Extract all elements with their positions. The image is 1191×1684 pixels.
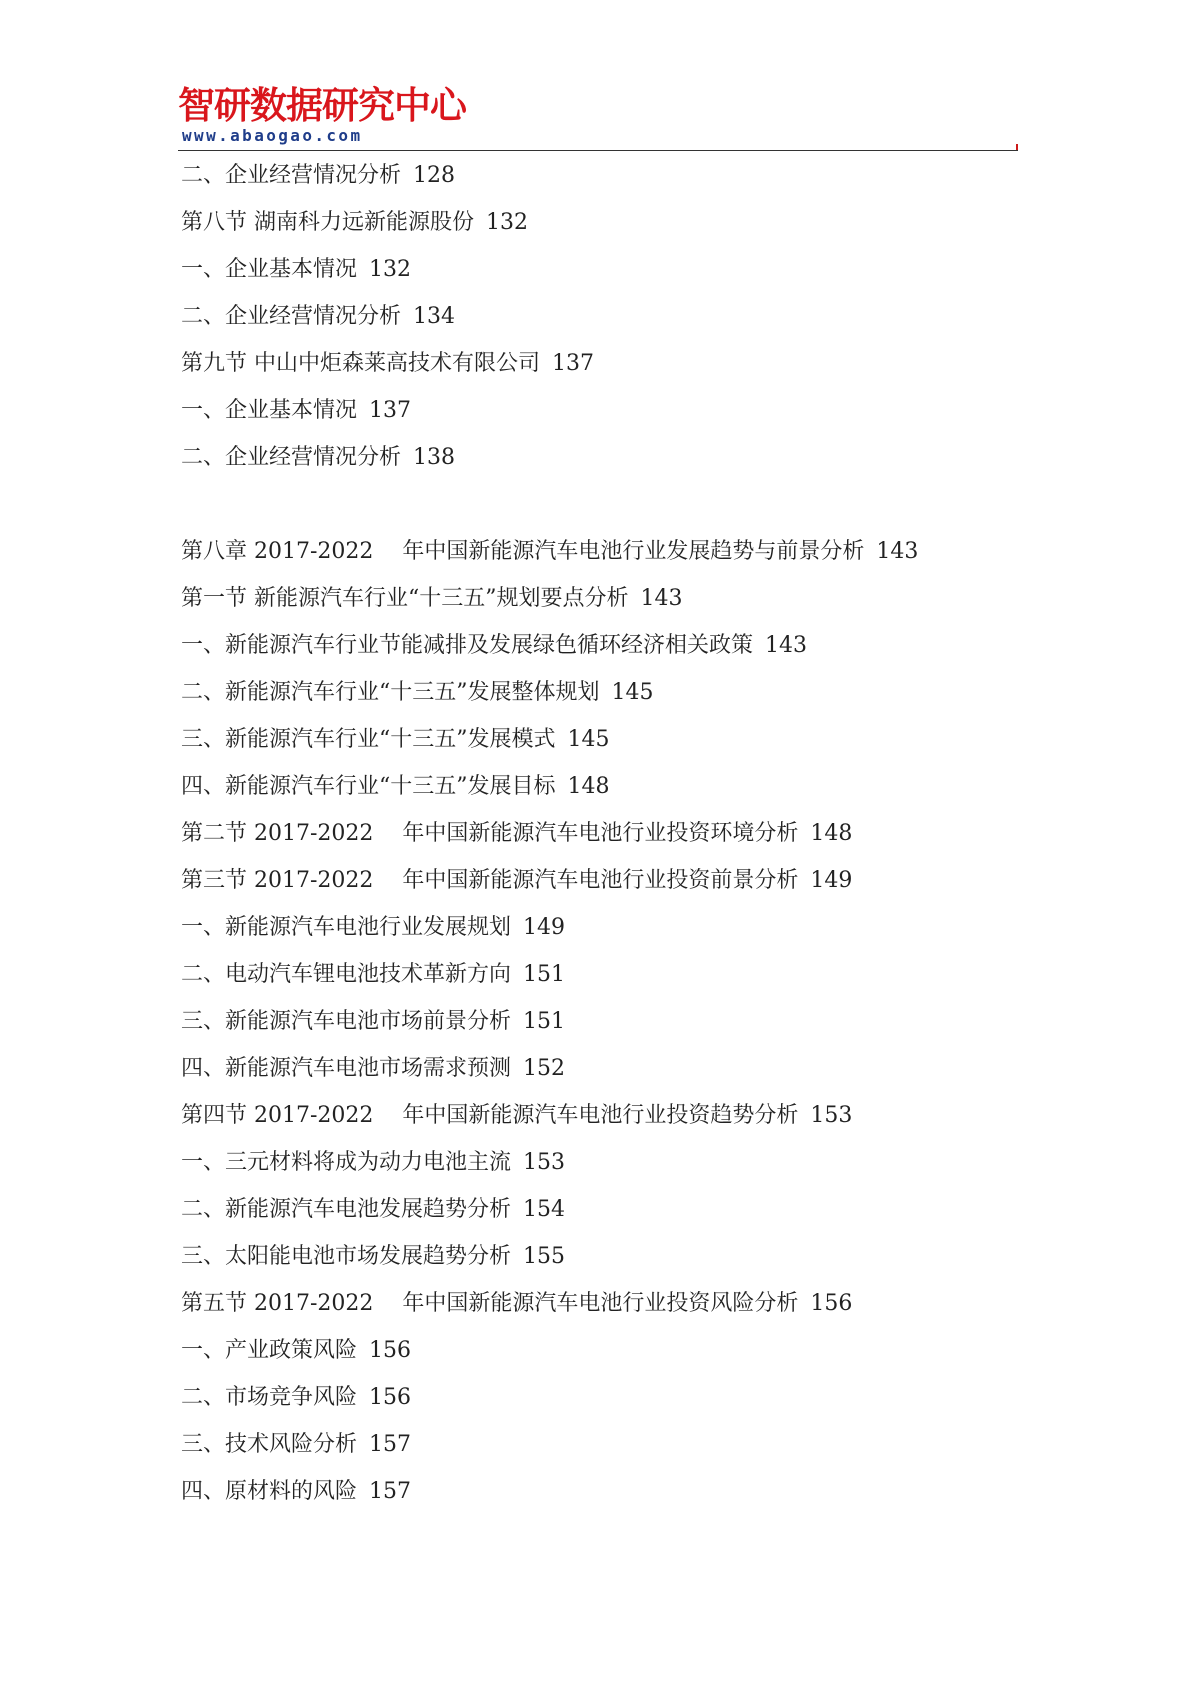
toc-entry-item (181, 1139, 1011, 1186)
toc-entry-item (181, 1186, 1011, 1233)
toc-entry-page-number: 137 (552, 351, 594, 376)
toc-entry-page-number: 153 (810, 1103, 853, 1128)
toc-entry-chapter (181, 528, 1011, 575)
toc-entry-title: 一、新能源汽车行业节能减排及发展绿色循环经济相关政策 (181, 633, 754, 658)
toc-entry-item (181, 246, 1011, 293)
toc-entry-item (181, 763, 1011, 810)
toc-entry-page-number: 148 (810, 821, 853, 846)
toc-entry-page-number: 128 (413, 163, 456, 188)
toc-entry-item (181, 1421, 1011, 1468)
toc-entry-item (181, 1327, 1011, 1374)
toc-entry-section (181, 857, 1011, 904)
toc-entry-section (181, 340, 1011, 387)
toc-entry-title: 一、企业基本情况 (181, 398, 358, 423)
toc-entry-page-number: 149 (810, 868, 853, 893)
toc-entry-page-number: 148 (567, 774, 610, 799)
toc-entry-item (181, 1045, 1011, 1092)
toc-entry-page-number: 145 (567, 727, 610, 752)
toc-entry-title: 四、新能源汽车电池市场需求预测 (181, 1056, 512, 1081)
toc-entry-item (181, 1374, 1011, 1421)
toc-entry-item (181, 152, 1011, 199)
toc-entry-title: 三、技术风险分析 (181, 1432, 358, 1457)
toc-entry-title: 第三节 2017-2022 年中国新能源汽车电池行业投资前景分析 (181, 868, 799, 893)
toc-entry-title: 四、原材料的风险 (181, 1479, 358, 1504)
toc-entry-title: 三、新能源汽车行业“十三五”发展模式 (181, 727, 556, 752)
brand-logo-title: 智研数据研究中心 (178, 84, 466, 127)
toc-entry-item (181, 998, 1011, 1045)
toc-entry-page-number: 138 (413, 445, 456, 470)
toc-entry-item (181, 387, 1011, 434)
toc-entry-title: 一、企业基本情况 (181, 257, 358, 282)
toc-entry-page-number: 151 (523, 962, 566, 987)
toc-entry-title: 第八章 2017-2022 年中国新能源汽车电池行业发展趋势与前景分析 (181, 539, 865, 564)
toc-entry-item (181, 622, 1011, 669)
toc-entry-page-number: 143 (765, 633, 808, 658)
toc-entry-section (181, 810, 1011, 857)
toc-entry-title: 三、新能源汽车电池市场前景分析 (181, 1009, 512, 1034)
toc-entry-title: 二、企业经营情况分析 (181, 445, 402, 470)
toc-entry-page-number: 145 (611, 680, 654, 705)
toc-entry-title: 二、企业经营情况分析 (181, 163, 402, 188)
header-divider-tick (1016, 144, 1018, 150)
toc-entry-item (181, 1233, 1011, 1280)
toc-entry-item (181, 1468, 1011, 1515)
toc-entry-page-number: 151 (523, 1009, 566, 1034)
toc-entry-title: 一、新能源汽车电池行业发展规划 (181, 915, 512, 940)
toc-entry-section (181, 575, 1011, 622)
toc-entry-title: 第八节 湖南科力远新能源股份 (181, 210, 474, 235)
toc-entry-page-number: 152 (523, 1056, 566, 1081)
toc-entry-page-number: 132 (486, 210, 528, 235)
toc-entry-page-number: 156 (369, 1338, 412, 1363)
toc-entry-item (181, 669, 1011, 716)
toc-entry-title: 二、电动汽车锂电池技术革新方向 (181, 962, 512, 987)
toc-entry-page-number: 143 (640, 586, 683, 611)
toc-entry-title: 第一节 新能源汽车行业“十三五”规划要点分析 (181, 586, 629, 611)
toc-entry-item (181, 293, 1011, 340)
toc-entry-page-number: 156 (810, 1291, 853, 1316)
page-header (178, 84, 1018, 150)
toc-entry-title: 二、新能源汽车行业“十三五”发展整体规划 (181, 680, 600, 705)
toc-entry-section (181, 199, 1011, 246)
toc-entry-page-number: 137 (369, 398, 412, 423)
toc-entry-page-number: 134 (413, 304, 456, 329)
toc-entry-title: 第四节 2017-2022 年中国新能源汽车电池行业投资趋势分析 (181, 1103, 799, 1128)
toc-entry-item (181, 951, 1011, 998)
toc-entry-section (181, 1092, 1011, 1139)
toc-entry-section (181, 1280, 1011, 1327)
toc-entry-title: 一、三元材料将成为动力电池主流 (181, 1150, 512, 1175)
toc-entry-title: 第五节 2017-2022 年中国新能源汽车电池行业投资风险分析 (181, 1291, 799, 1316)
toc-entry-page-number: 143 (876, 539, 919, 564)
toc-entry-page-number: 153 (523, 1150, 566, 1175)
toc-entry-page-number: 156 (369, 1385, 412, 1410)
toc-entry-page-number: 157 (369, 1479, 412, 1504)
toc-entry-title: 一、产业政策风险 (181, 1338, 358, 1363)
toc-entry-page-number: 132 (369, 257, 412, 282)
toc-entry-title: 二、新能源汽车电池发展趋势分析 (181, 1197, 512, 1222)
toc-entry-page-number: 155 (523, 1244, 566, 1269)
brand-url: www.abaogao.com (182, 126, 363, 145)
toc-entry-page-number: 154 (523, 1197, 566, 1222)
header-divider (178, 150, 1018, 151)
toc-entry-title: 二、企业经营情况分析 (181, 304, 402, 329)
toc-entry-title: 二、市场竞争风险 (181, 1385, 358, 1410)
toc-entry-title: 第二节 2017-2022 年中国新能源汽车电池行业投资环境分析 (181, 821, 799, 846)
toc-entry-title: 三、太阳能电池市场发展趋势分析 (181, 1244, 512, 1269)
toc-entry-item (181, 434, 1011, 481)
toc-entry-page-number: 149 (523, 915, 566, 940)
toc-entry-title: 四、新能源汽车行业“十三五”发展目标 (181, 774, 556, 799)
toc-entry-item (181, 716, 1011, 763)
toc-entry-title: 第九节 中山中炬森莱高技术有限公司 (181, 351, 540, 376)
toc-entry-page-number: 157 (369, 1432, 412, 1457)
table-of-contents (181, 152, 1011, 1515)
toc-entry-item (181, 904, 1011, 951)
